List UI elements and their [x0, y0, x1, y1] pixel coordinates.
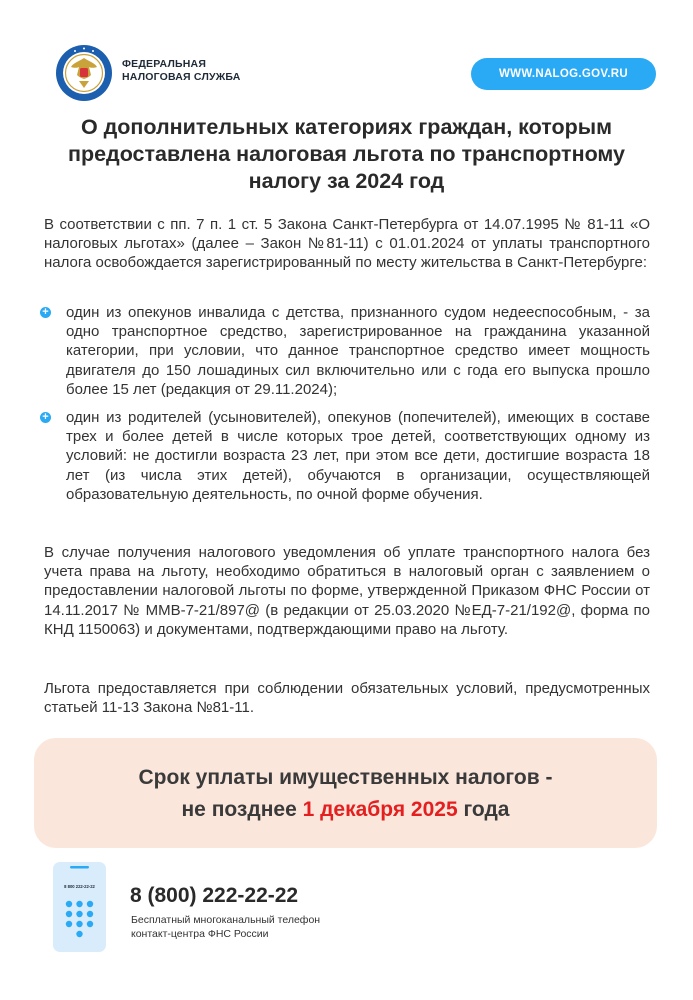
deadline-line1: Срок уплаты имущественных налогов - [138, 766, 553, 789]
org-name-line2: НАЛОГОВАЯ СЛУЖБА [122, 71, 241, 83]
website-link[interactable]: WWW.NALOG.GOV.RU [471, 58, 656, 90]
plus-bullet-icon: + [40, 307, 51, 318]
phone-keypad-icon [53, 862, 106, 952]
title-line2: предоставлена налоговая льгота по транспортному [67, 142, 626, 166]
org-name-line1: ФЕДЕРАЛЬНАЯ [122, 58, 207, 70]
page-title [40, 114, 653, 195]
plus-bullet-icon: + [40, 412, 51, 423]
deadline-date: 1 декабря 2025 [302, 798, 458, 821]
application-paragraph: В случае получения налогового уведомления об уплате транспортного налога без учета права на льготу, необходимо обратиться в налоговый орган с заявлением о предоставлении налоговой льготы по форме, утвержденной Приказом ФНС России от 14.11.2017 № ММВ-7-21/897@ (в редакции от 25.03.2020 №ЕД-7-21/192@, форма по КНД 1150063) и документами, подтверждающими право на льготу. [44, 544, 650, 638]
hotline-number[interactable]: 8 (800) 222-22-22 [130, 884, 299, 907]
org-name [122, 58, 241, 84]
phone-icon-label: 8 800 222-22-22 [64, 884, 95, 889]
conditions-paragraph: Льгота предоставляется при соблюдении обязательных условий, предусмотренных статьей 11-13 Закона №81-11. [44, 680, 650, 717]
list-item-text: один из родителей (усыновителей), опекунов (попечителей), имеющих в составе трех и более детей в числе которых трое детей, соответствующих одному из условий: не достигли возраста 23 лет, при этом все дети, достигшие возраста 18 лет (из числа этих детей), обучаются в организации, осуществляющей образовательную деятельность, по очной форме обучения. [66, 409, 650, 503]
title-line3: налогу за 2024 год [248, 169, 445, 193]
header [0, 0, 693, 112]
deadline-suffix: года [457, 798, 510, 821]
deadline-banner [34, 738, 657, 848]
hotline-desc-line2: контакт-центра ФНС России [131, 928, 269, 940]
deadline-prefix: не позднее [181, 798, 303, 821]
hotline-desc-line1: Бесплатный многоканальный телефон [131, 914, 321, 926]
fns-emblem-logo [55, 44, 113, 102]
list-item [40, 303, 650, 399]
benefit-category-list [40, 303, 650, 513]
hotline-description [131, 913, 320, 941]
intro-paragraph: В соответствии с пп. 7 п. 1 ст. 5 Закона Санкт-Петербурга от 14.07.1995 № 81-11 «О налоговых льготах» (далее – Закон №81-11) с 01.01.2024 от уплаты транспортного налога освобождается зарегистрированный по месту жительства в Санкт-Петербурге: [44, 216, 650, 272]
title-line1: О дополнительных категориях граждан, которым [80, 115, 613, 139]
list-item [40, 408, 650, 504]
deadline-line2 [34, 798, 657, 822]
list-item-text: один из опекунов инвалида с детства, признанного судом недееспособным, - за одно транспортное средство, зарегистрированное на гражданина указанной категории, при условии, что данное транспортное средство имеет мощность двигателя до 150 лошадиных сил включительно или с года его выпуска прошло более 15 лет (редакция от 29.11.2024); [66, 304, 650, 398]
